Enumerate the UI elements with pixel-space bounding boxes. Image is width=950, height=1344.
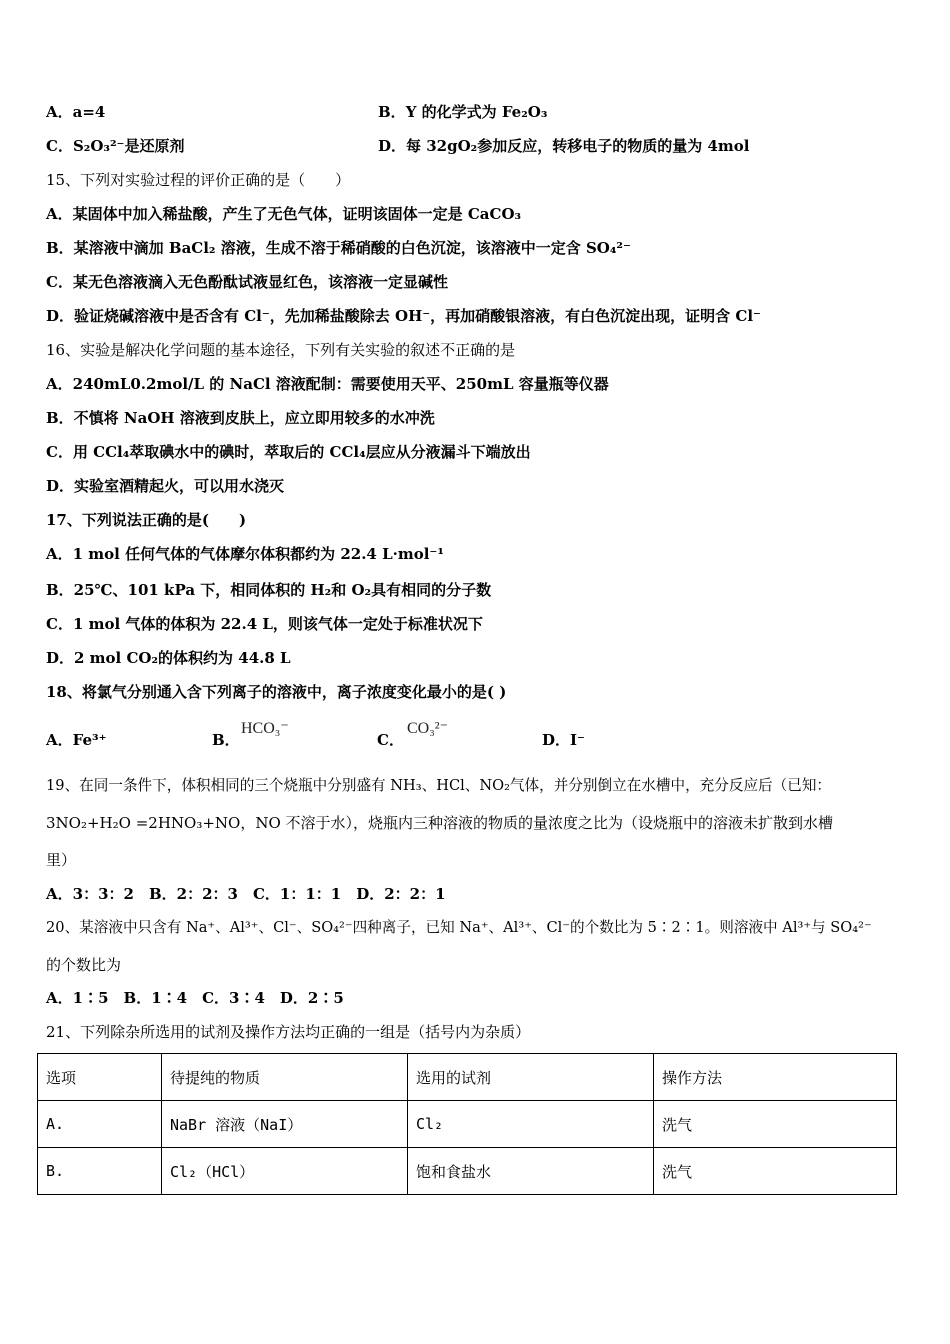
- table-cell: B.: [38, 1148, 162, 1195]
- q18-option-d: D．I⁻: [542, 731, 585, 749]
- q17-option-b: B．25℃、101 kPa 下，相同体积的 H₂和 O₂具有相同的分子数: [46, 581, 492, 599]
- q15-option-c: C．某无色溶液滴入无色酚酞试液显红色，该溶液一定显碱性: [46, 273, 448, 291]
- table-header-cell: 待提纯的物质: [162, 1054, 408, 1101]
- q16-option-d: D．实验室酒精起火，可以用水浇灭: [46, 477, 285, 495]
- table-header-row: [38, 1054, 897, 1101]
- table-cell: NaBr 溶液（NaI）: [162, 1101, 408, 1148]
- q20-stem-line1: 20、某溶液中只含有 Na⁺、Al³⁺、Cl⁻、SO₄²⁻四种离子，已知 Na⁺、Al³⁺、Cl⁻的个数比为 5∶2∶1。则溶液中 Al³⁺与 SO₄²⁻: [46, 919, 872, 936]
- q18-option-b-formula: HCO₃⁻: [241, 720, 289, 737]
- q15-stem: 15、下列对实验过程的评价正确的是（ ）: [46, 171, 351, 189]
- q17-option-a: A．1 mol 任何气体的气体摩尔体积都约为 22.4 L·mol⁻¹: [46, 545, 444, 563]
- q17-stem: 17、下列说法正确的是( ): [46, 511, 247, 529]
- q18-option-c-label: C．: [377, 731, 404, 749]
- q21-stem: 21、下列除杂所选用的试剂及操作方法均正确的一组是（括号内为杂质）: [46, 1023, 531, 1041]
- q18-option-c-formula: CO₃²⁻: [407, 720, 449, 737]
- table-cell: Cl₂（HCl）: [162, 1148, 408, 1195]
- q21-table: [37, 1053, 897, 1195]
- table-header-cell: 选用的试剂: [408, 1054, 654, 1101]
- q15-option-d: D．验证烧碱溶液中是否含有 Cl⁻，先加稀盐酸除去 OH⁻，再加硝酸银溶液，有白色沉淀出现，证明含 Cl⁻: [46, 307, 761, 325]
- q16-stem: 16、实验是解决化学问题的基本途径，下列有关实验的叙述不正确的是: [46, 341, 516, 359]
- table-row: [38, 1148, 897, 1195]
- table-cell: 洗气: [654, 1101, 897, 1148]
- q14-option-a: A．a=4: [46, 103, 106, 121]
- q18-option-a: A．Fe³⁺: [46, 731, 107, 749]
- q17-option-d: D．2 mol CO₂的体积约为 44.8 L: [46, 649, 291, 667]
- table-cell: A.: [38, 1101, 162, 1148]
- table-cell: 洗气: [654, 1148, 897, 1195]
- table-header-cell: 选项: [38, 1054, 162, 1101]
- table-cell: 饱和食盐水: [408, 1148, 654, 1195]
- q16-option-a: A．240mL0.2mol/L 的 NaCl 溶液配制：需要使用天平、250mL 容量瓶等仪器: [46, 375, 609, 393]
- q18-stem: 18、将氯气分别通入含下列离子的溶液中，离子浓度变化最小的是( ): [46, 683, 507, 701]
- q19-stem-line3: 里）: [46, 851, 77, 869]
- q20-stem-line2: 的个数比为: [46, 956, 122, 974]
- q16-option-b: B．不慎将 NaOH 溶液到皮肤上，应立即用较多的水冲洗: [46, 409, 435, 427]
- table-header-cell: 操作方法: [654, 1054, 897, 1101]
- q14-option-b: B．Y 的化学式为 Fe₂O₃: [378, 103, 548, 121]
- q19-options: A．3：3：2 B．2：2：3 C．1：1：1 D．2：2：1: [46, 885, 446, 903]
- q15-option-b: B．某溶液中滴加 BaCl₂ 溶液，生成不溶于稀硝酸的白色沉淀，该溶液中一定含 SO₄²⁻: [46, 239, 631, 257]
- q18-option-b-label: B．: [212, 731, 240, 749]
- q20-options: A．1∶5 B．1∶4 C．3∶4 D．2∶5: [46, 989, 344, 1007]
- q19-stem-line1: 19、在同一条件下，体积相同的三个烧瓶中分别盛有 NH₃、HCl、NO₂气体，并分别倒立在水槽中，充分反应后（已知：: [46, 777, 832, 794]
- q15-option-a: A．某固体中加入稀盐酸，产生了无色气体，证明该固体一定是 CaCO₃: [46, 205, 522, 223]
- q16-option-c: C．用 CCl₄萃取碘水中的碘时，萃取后的 CCl₄层应从分液漏斗下端放出: [46, 443, 531, 461]
- q19-stem-line2: 3NO₂+H₂O =2HNO₃+NO，NO 不溶于水），烧瓶内三种溶液的物质的量浓度之比为（设烧瓶中的溶液未扩散到水槽: [46, 814, 834, 832]
- table-row: [38, 1101, 897, 1148]
- q14-option-d: D．每 32gO₂参加反应，转移电子的物质的量为 4mol: [378, 137, 750, 155]
- q17-option-c: C．1 mol 气体的体积为 22.4 L，则该气体一定处于标准状况下: [46, 615, 483, 633]
- q14-option-c: C．S₂O₃²⁻是还原剂: [46, 137, 185, 155]
- table-cell: Cl₂: [408, 1101, 654, 1148]
